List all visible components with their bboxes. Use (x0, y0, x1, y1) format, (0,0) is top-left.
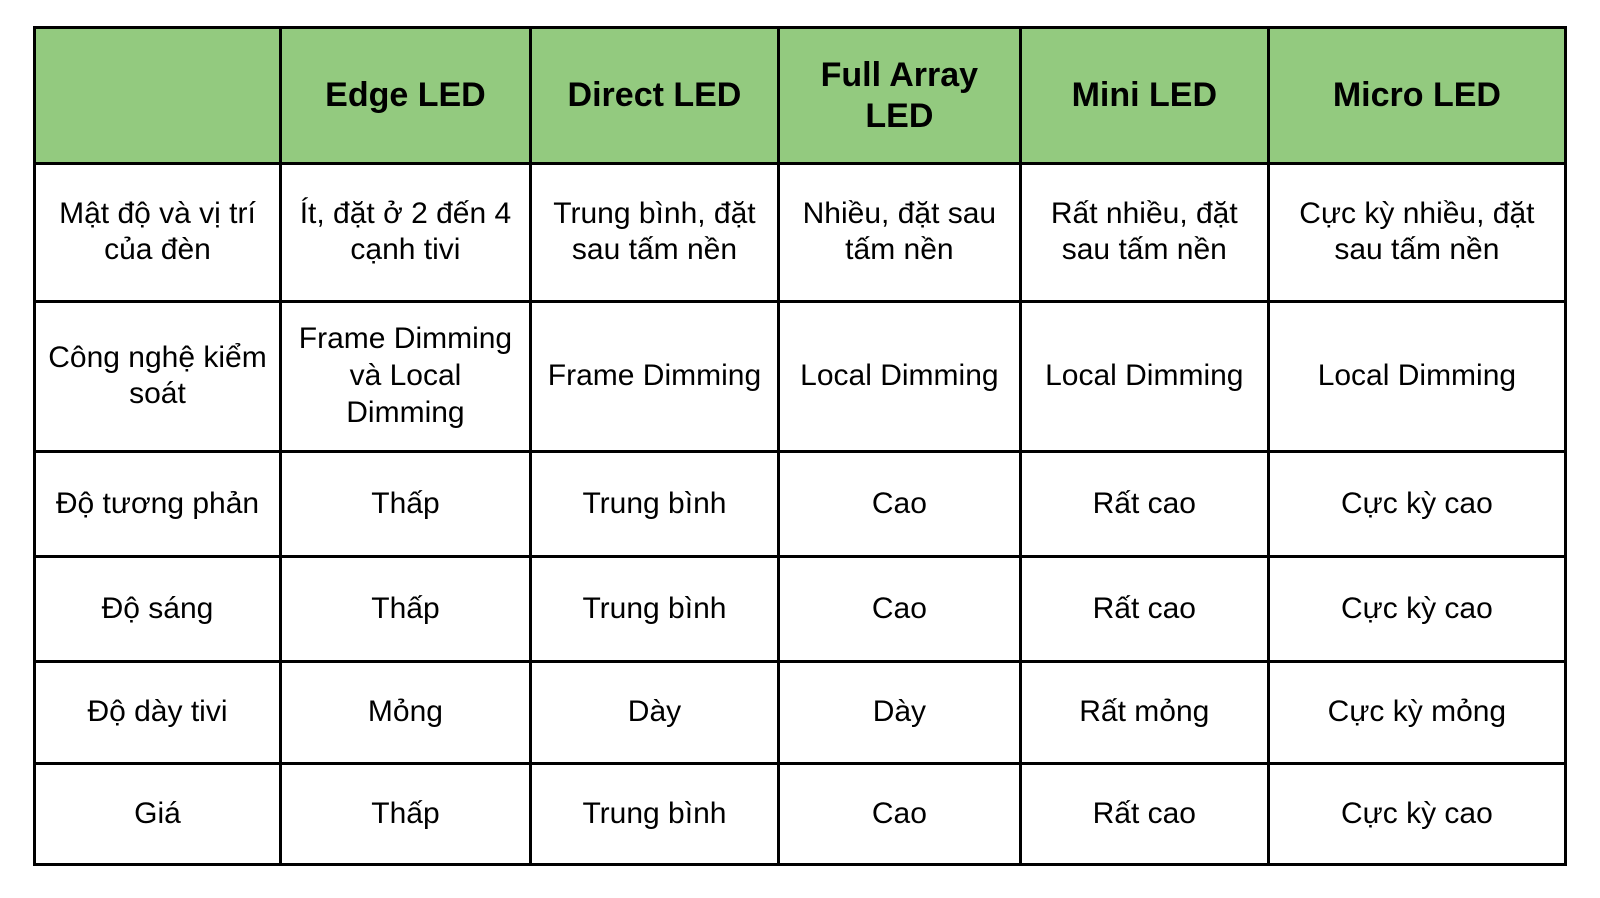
row-header-brightness: Độ sáng (35, 557, 281, 662)
cell-contrast-mini: Rất cao (1020, 451, 1268, 556)
cell-density-micro: Cực kỳ nhiều, đặt sau tấm nền (1268, 164, 1565, 302)
cell-price-edge: Thấp (280, 763, 530, 864)
cell-price-fullarray: Cao (778, 763, 1020, 864)
column-header-micro-led: Micro LED (1268, 28, 1565, 164)
table-corner-cell (35, 28, 281, 164)
cell-thickness-direct: Dày (530, 662, 778, 763)
row-header-density-position: Mật độ và vị trí của đèn (35, 164, 281, 302)
cell-contrast-micro: Cực kỳ cao (1268, 451, 1565, 556)
cell-control-mini: Local Dimming (1020, 301, 1268, 451)
cell-thickness-edge: Mỏng (280, 662, 530, 763)
table-row (35, 451, 1566, 556)
cell-control-edge: Frame Dimming và Local Dimming (280, 301, 530, 451)
table-row (35, 301, 1566, 451)
cell-control-fullarray: Local Dimming (778, 301, 1020, 451)
table-row (35, 662, 1566, 763)
cell-brightness-micro: Cực kỳ cao (1268, 557, 1565, 662)
cell-thickness-mini: Rất mỏng (1020, 662, 1268, 763)
cell-density-mini: Rất nhiều, đặt sau tấm nền (1020, 164, 1268, 302)
row-header-price: Giá (35, 763, 281, 864)
cell-price-micro: Cực kỳ cao (1268, 763, 1565, 864)
cell-control-micro: Local Dimming (1268, 301, 1565, 451)
cell-density-direct: Trung bình, đặt sau tấm nền (530, 164, 778, 302)
cell-brightness-direct: Trung bình (530, 557, 778, 662)
led-technology-comparison-table (33, 26, 1567, 866)
column-header-mini-led: Mini LED (1020, 28, 1268, 164)
cell-control-direct: Frame Dimming (530, 301, 778, 451)
cell-thickness-micro: Cực kỳ mỏng (1268, 662, 1565, 763)
row-header-contrast: Độ tương phản (35, 451, 281, 556)
table-row (35, 763, 1566, 864)
row-header-control-technology: Công nghệ kiểm soát (35, 301, 281, 451)
cell-density-edge: Ít, đặt ở 2 đến 4 cạnh tivi (280, 164, 530, 302)
column-header-direct-led: Direct LED (530, 28, 778, 164)
table-body (35, 164, 1566, 865)
cell-brightness-edge: Thấp (280, 557, 530, 662)
cell-contrast-edge: Thấp (280, 451, 530, 556)
table-header-row (35, 28, 1566, 164)
cell-contrast-fullarray: Cao (778, 451, 1020, 556)
cell-thickness-fullarray: Dày (778, 662, 1020, 763)
column-header-full-array-led: Full Array LED (778, 28, 1020, 164)
cell-brightness-fullarray: Cao (778, 557, 1020, 662)
table-row (35, 557, 1566, 662)
cell-price-mini: Rất cao (1020, 763, 1268, 864)
cell-density-fullarray: Nhiều, đặt sau tấm nền (778, 164, 1020, 302)
cell-brightness-mini: Rất cao (1020, 557, 1268, 662)
column-header-edge-led: Edge LED (280, 28, 530, 164)
cell-contrast-direct: Trung bình (530, 451, 778, 556)
row-header-thickness: Độ dày tivi (35, 662, 281, 763)
cell-price-direct: Trung bình (530, 763, 778, 864)
table-row (35, 164, 1566, 302)
table-header (35, 28, 1566, 164)
